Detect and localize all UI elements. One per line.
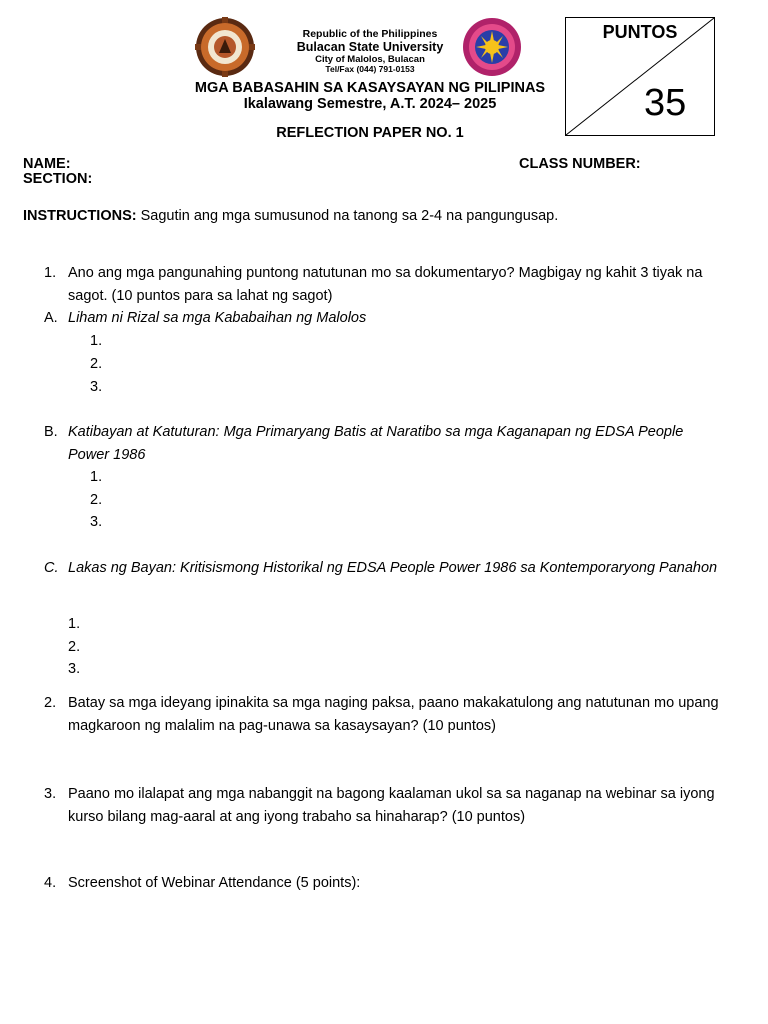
score-label: PUNTOS [602,22,678,42]
instructions-text: Sagutin ang mga sumusunod na tanong sa 2-4 na pangungusap. [136,208,559,224]
header-telfax: Tel/Fax (044) 791-0153 [325,64,415,74]
score-box [565,17,715,136]
paper-title: REFLECTION PAPER NO. 1 [276,125,464,141]
answer-line-c1: 1. [68,616,81,632]
header-republic: Republic of the Philippines [302,28,438,40]
question-text: Ano ang mga pangunahing puntong natutunan mo sa dokumentaryo? Magbigay ng kahit 3 tiyak na sagot. (10 puntos para sa lahat ng sagot) [68,265,703,304]
subsection-b [44,421,724,466]
instructions-label: INSTRUCTIONS: [23,208,137,224]
answer-line-a3: 3. [90,379,103,395]
subsection-title: Lakas ng Bayan: Kritisismong Historikal ng EDSA People Power 1986 sa Kontemporaryong Panahon [68,560,718,576]
subsection-a [44,307,724,330]
section-field-label: SECTION: [23,171,93,187]
answer-line-c3: 3. [68,661,81,677]
question-text: Screenshot of Webinar Attendance (5 points): [68,875,361,891]
subsection-letter: A. [44,310,58,326]
answer-line-b2: 2. [90,492,103,508]
subsection-c [44,557,724,580]
subsection-letter: B. [44,424,58,440]
question-number: 1. [44,265,57,281]
subsection-title: Liham ni Rizal sa mga Kababaihan ng Malolos [68,310,367,326]
question-2 [44,692,724,737]
university-seal-logo [195,17,255,77]
answer-line-c2: 2. [68,639,81,655]
question-text: Batay sa mga ideyang ipinakita sa mga naging paksa, paano makakatulong ang natutunan mo upang magkaroon ng malalim na pag-unawa sa kasaysayan? (10 puntos) [68,695,719,734]
answer-line-b3: 3. [90,514,103,530]
subsection-title: Katibayan at Katuturan: Mga Primaryang Batis at Naratibo sa mga Kaganapan ng EDSA People Power 1986 [68,424,684,463]
answer-line-a2: 2. [90,356,103,372]
header-university: Bulacan State University [296,40,444,54]
class-number-field-label: CLASS NUMBER: [519,156,641,172]
question-text: Paano mo ilalapat ang mga nabanggit na bagong kaalaman ukol sa sa naganap na webinar sa iyong kurso bilang mag-aaral at ang iyong trabaho sa hinaharap? (10 puntos) [68,786,715,825]
subsection-letter: C. [44,560,59,576]
question-number: 2. [44,695,57,711]
answer-line-a1: 1. [90,333,103,349]
college-seal-logo [462,17,522,77]
header-city: City of Malolos, Bulacan [315,54,425,65]
score-value: 35 [644,82,687,124]
course-title: MGA BABASAHIN SA KASAYSAYAN NG PILIPINAS [194,80,546,96]
instructions [23,205,558,228]
name-field-label: NAME: [23,156,71,172]
question-3 [44,783,724,828]
answer-line-b1: 1. [90,469,103,485]
question-number: 3. [44,786,57,802]
question-number: 4. [44,875,57,891]
question-1 [44,262,724,307]
question-4 [44,872,724,895]
semester-line: Ikalawang Semestre, A.T. 2024– 2025 [243,96,497,112]
